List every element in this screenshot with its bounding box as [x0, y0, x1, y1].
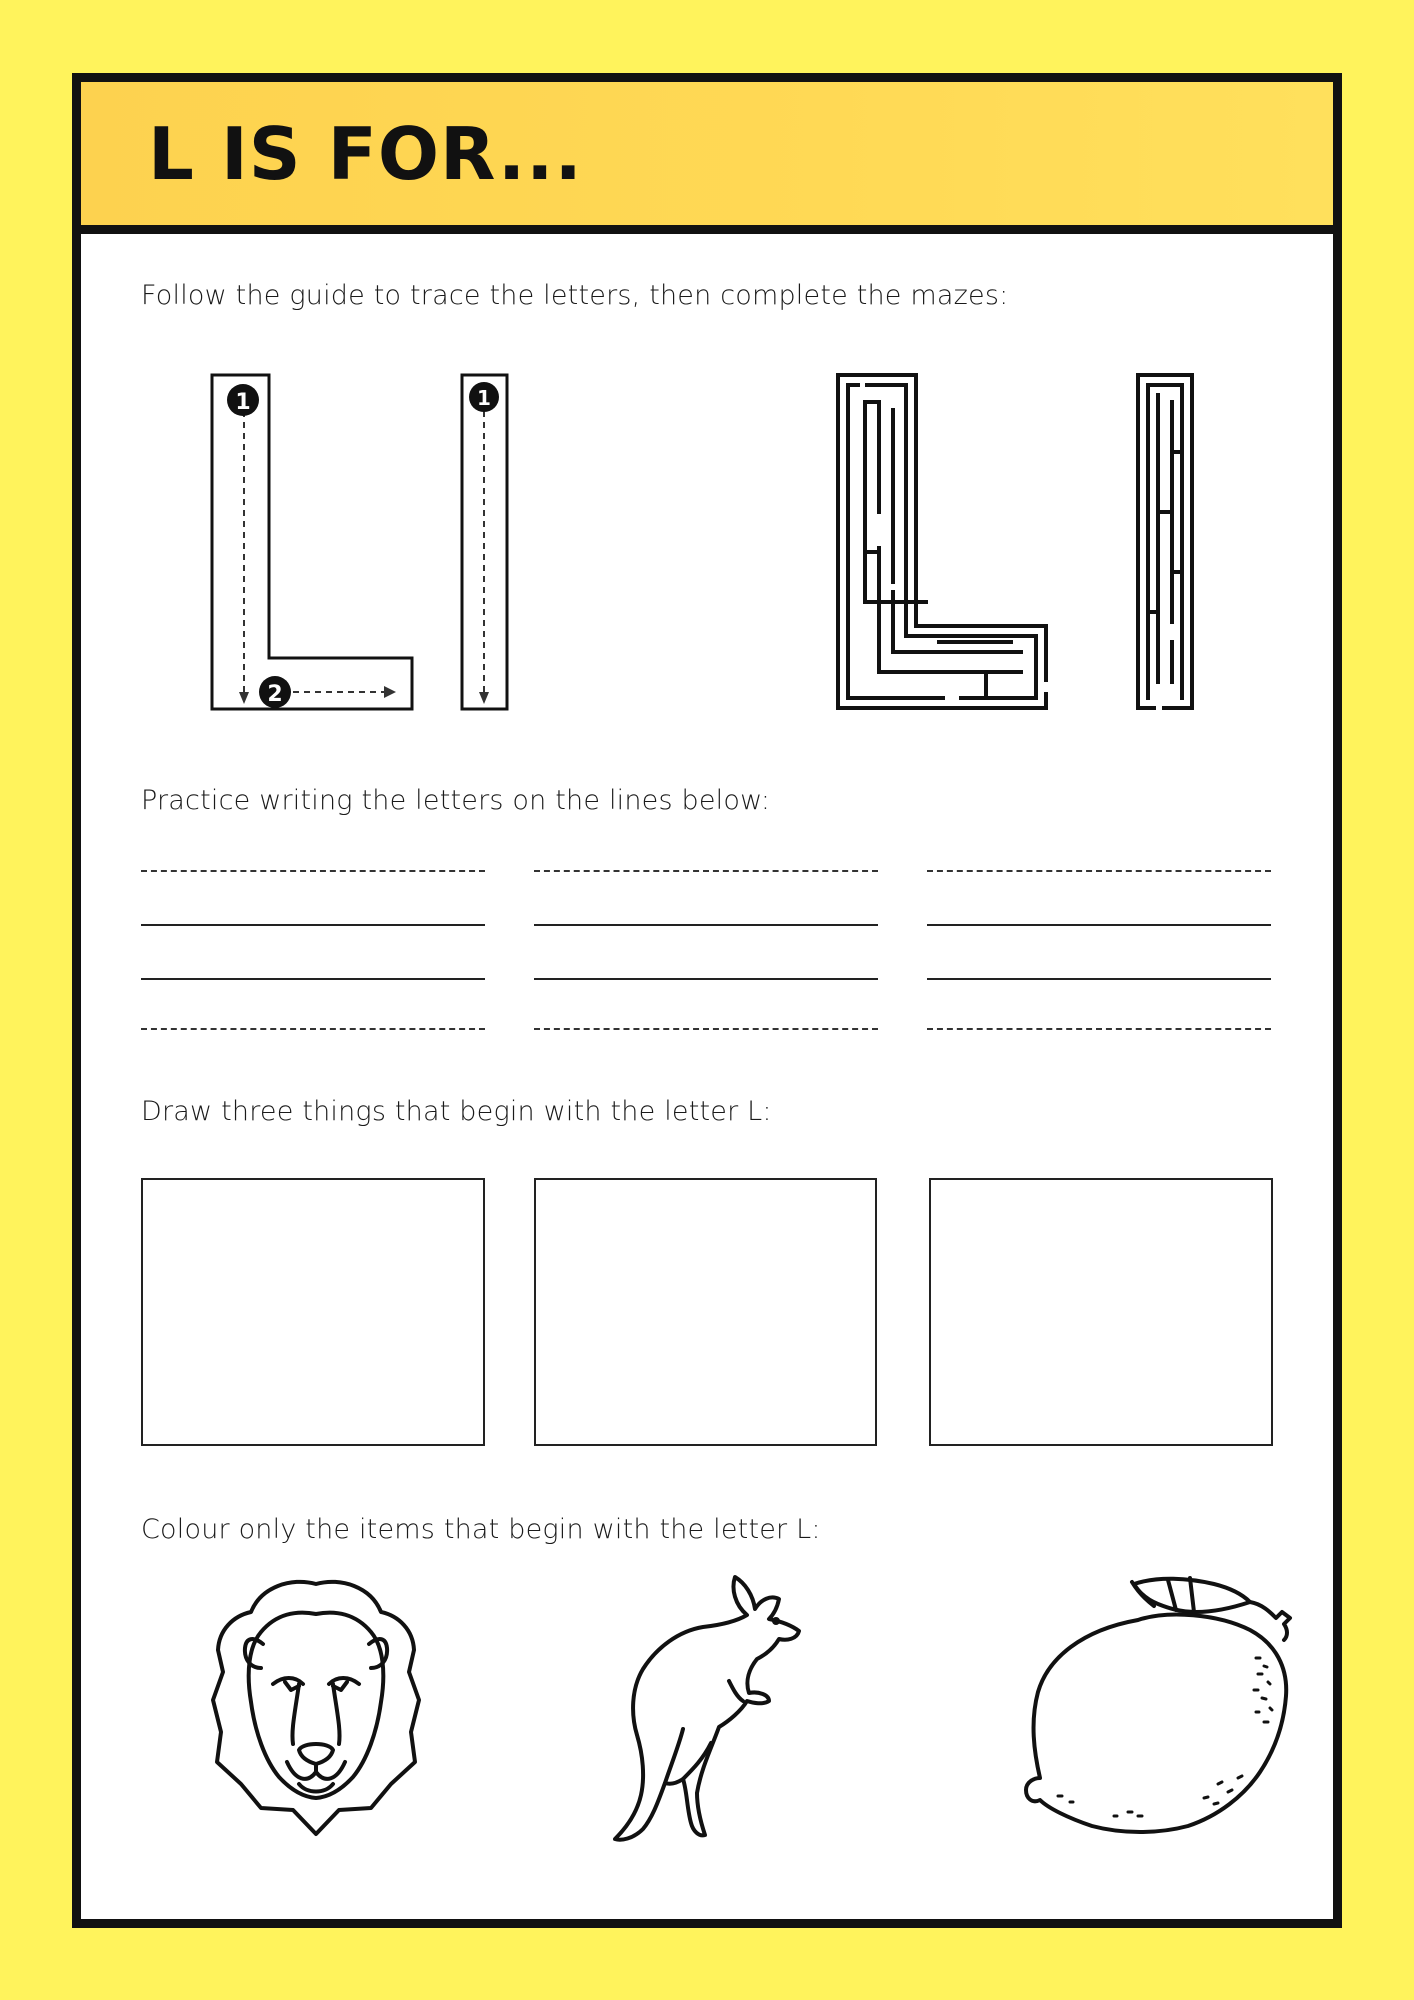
kangaroo-icon[interactable]	[579, 1569, 839, 1844]
trace-instruction: Follow the guide to trace the letters, then complete the mazes:	[141, 280, 1009, 311]
svg-text:1: 1	[477, 386, 491, 410]
drawing-box-1[interactable]	[141, 1178, 485, 1446]
tracing-section	[81, 82, 1333, 742]
lemon-icon[interactable]	[1018, 1572, 1342, 1842]
drawing-box-2[interactable]	[534, 1178, 877, 1446]
practice-instruction: Practice writing the letters on the lines below:	[141, 785, 771, 816]
lion-icon[interactable]	[191, 1572, 441, 1842]
worksheet	[72, 73, 1342, 1928]
writing-lines-2[interactable]	[534, 870, 878, 1040]
draw-instruction: Draw three things that begin with the letter L:	[141, 1096, 772, 1127]
maze-lowercase-l[interactable]	[1138, 375, 1192, 708]
drawing-box-3[interactable]	[929, 1178, 1273, 1446]
svg-text:1: 1	[235, 390, 251, 415]
writing-lines-3[interactable]	[927, 870, 1271, 1040]
trace-lowercase-l[interactable]	[462, 375, 507, 709]
page-title: L IS FOR...	[148, 112, 583, 196]
svg-text:2: 2	[267, 682, 283, 707]
trace-uppercase-l[interactable]	[212, 375, 412, 709]
maze-uppercase-l[interactable]	[838, 375, 1046, 708]
writing-lines-1[interactable]	[141, 870, 485, 1040]
colour-instruction: Colour only the items that begin with the letter L:	[141, 1514, 821, 1545]
